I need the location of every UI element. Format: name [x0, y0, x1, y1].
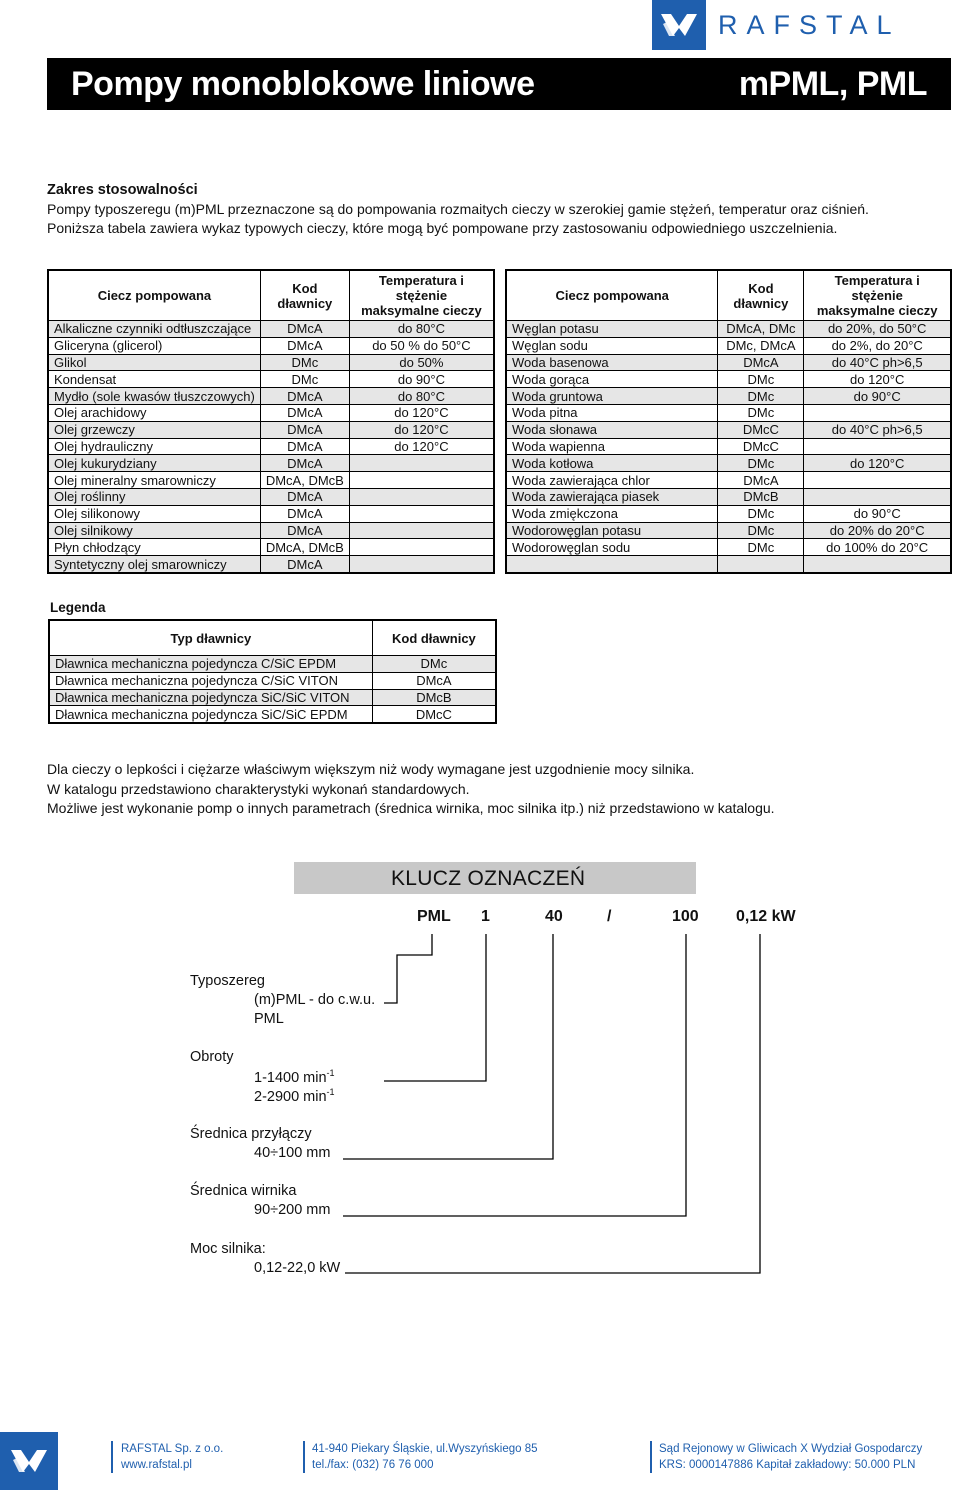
table-cell: Woda kotłowa	[507, 455, 718, 472]
table-cell: do 120°C	[804, 455, 951, 472]
header-temperature: Temperatura i stężenie maksymalne cieczy	[804, 271, 951, 321]
table-cell: do 80°C	[349, 388, 493, 405]
footer-website-link[interactable]: www.rafstal.pl	[121, 1459, 192, 1471]
table-cell: do 120°C	[349, 404, 493, 421]
table-cell: Olej kukurydziany	[49, 455, 261, 472]
table-cell: do 40°C ph>6,5	[804, 354, 951, 371]
table-cell: DMc, DMcA	[718, 337, 804, 354]
table-cell: Olej mineralny smarowniczy	[49, 472, 261, 489]
footer-company: RAFSTAL Sp. z o.o. www.rafstal.pl	[121, 1443, 224, 1471]
table-cell: do 120°C	[349, 421, 493, 438]
key-code-connection: 40	[545, 908, 563, 925]
table-cell: DMcA, DMcB	[260, 472, 349, 489]
table-cell: do 100% do 20°C	[804, 539, 951, 556]
key-value: 1-1400 $\min^{-1}$	[254, 1068, 335, 1086]
table-cell: do 20% do 20°C	[804, 522, 951, 539]
table-cell: Kondensat	[49, 371, 261, 388]
key-code-series: PML	[417, 908, 451, 925]
page-title: Pompy monoblokowe liniowe	[71, 65, 535, 103]
table-cell: do 80°C	[349, 321, 493, 338]
table-cell: DMc	[718, 522, 804, 539]
table-cell: Woda pitna	[507, 404, 718, 421]
table-cell: DMc	[718, 539, 804, 556]
table-cell: Wodorowęglan sodu	[507, 539, 718, 556]
table-cell: Woda zmiękczona	[507, 505, 718, 522]
key-label-connection: Średnica przyłączy	[190, 1126, 312, 1142]
key-value: 2-2900 $\min^{-1}$	[254, 1087, 335, 1105]
table-cell: Olej grzewczy	[49, 421, 261, 438]
note-line: Możliwe jest wykonanie pomp o innych parametrach (średnica wirnika, moc silnika itp.) niż przedstawiono w katalogu.	[47, 800, 775, 816]
table-cell: do 50 % do 50°C	[349, 337, 493, 354]
table-cell: Woda gruntowa	[507, 388, 718, 405]
table-cell: Woda słonawa	[507, 421, 718, 438]
table-cell: do 90°C	[349, 371, 493, 388]
table-cell: Dławnica mechaniczna pojedyncza SiC/SiC VITON	[50, 689, 373, 706]
table-cell: DMcA	[260, 404, 349, 421]
table-cell: DMcA	[260, 455, 349, 472]
key-label-power: Moc silnika:	[190, 1241, 266, 1257]
table-cell: DMc	[260, 371, 349, 388]
table-cell: DMc	[718, 371, 804, 388]
table-cell: DMcA	[260, 522, 349, 539]
key-code-speed: 1	[481, 908, 490, 925]
legend-header-type: Typ dławnicy	[50, 621, 373, 656]
header-code: Kod dławnicy	[718, 271, 804, 321]
table-cell: DMc	[718, 388, 804, 405]
table-cell: Płyn chłodzący	[49, 539, 261, 556]
table-cell: DMc	[260, 354, 349, 371]
table-cell: DMcA	[260, 505, 349, 522]
key-value: 90÷200 mm	[254, 1202, 331, 1218]
table-cell: Woda wapienna	[507, 438, 718, 455]
table-cell: Olej arachidowy	[49, 404, 261, 421]
footer-divider	[303, 1441, 305, 1473]
key-label-impeller: Średnica wirnika	[190, 1183, 297, 1199]
table-cell: DMcA	[260, 337, 349, 354]
table-cell: Woda zawierająca piasek	[507, 488, 718, 505]
header-code: Kod dławnicy	[260, 271, 349, 321]
table-cell: DMcA, DMcB	[260, 539, 349, 556]
key-title: KLUCZ OZNACZEŃ	[391, 867, 586, 890]
table-cell: DMcA	[260, 556, 349, 573]
table-cell: DMcA	[260, 321, 349, 338]
table-cell: DMcC	[718, 421, 804, 438]
table-cell: Olej silikonowy	[49, 505, 261, 522]
table-cell: Dławnica mechaniczna pojedyncza C/SiC VITON	[50, 672, 373, 689]
table-cell: Alkaliczne czynniki odtłuszczające	[49, 321, 261, 338]
table-cell: DMcA	[372, 672, 495, 689]
table-cell: DMcA, DMc	[718, 321, 804, 338]
header-liquid: Ciecz pompowana	[507, 271, 718, 321]
key-label-speed: Obroty	[190, 1049, 234, 1065]
note-line: Dla cieczy o lepkości i ciężarze właściwym większym niż wody wymagane jest uzgodnienie mocy silnika.	[47, 761, 695, 777]
key-value: PML	[254, 1011, 284, 1027]
table-cell: do 120°C	[804, 371, 951, 388]
brand-name: RAFSTAL	[718, 9, 901, 40]
table-cell: DMcA	[718, 472, 804, 489]
table-cell: do 40°C ph>6,5	[804, 421, 951, 438]
table-cell: DMcA	[260, 438, 349, 455]
legend-title: Legenda	[50, 600, 106, 615]
table-cell: Węglan potasu	[507, 321, 718, 338]
key-value: 40÷100 mm	[254, 1145, 331, 1161]
intro-heading: Zakres stosowalności	[47, 182, 198, 198]
footer-divider	[111, 1441, 113, 1473]
table-cell: DMc	[718, 505, 804, 522]
footer-address: 41-940 Piekary Śląskie, ul.Wyszyńskiego 85 tel./fax: (032) 76 76 000	[312, 1443, 538, 1471]
table-cell: Gliceryna (glicerol)	[49, 337, 261, 354]
table-cell: do 120°C	[349, 438, 493, 455]
header-liquid: Ciecz pompowana	[49, 271, 261, 321]
table-cell: Syntetyczny olej smarowniczy	[49, 556, 261, 573]
table-cell: Dławnica mechaniczna pojedyncza C/SiC EPDM	[50, 656, 373, 673]
table-cell: do 20%, do 50°C	[804, 321, 951, 338]
header-temperature: Temperatura i stężenie maksymalne cieczy	[349, 271, 493, 321]
table-cell: Woda gorąca	[507, 371, 718, 388]
key-label-series: Typoszereg	[190, 973, 265, 989]
table-cell: Olej silnikowy	[49, 522, 261, 539]
key-code-impeller: 100	[672, 908, 699, 925]
table-cell: DMcC	[718, 438, 804, 455]
table-cell: DMc	[372, 656, 495, 673]
intro-line-1: Pompy typoszeregu (m)PML przeznaczone są do pompowania rozmaitych cieczy w szerokiej gamie stężeń, temperatur oraz ciśnień.	[47, 201, 869, 217]
key-value: (m)PML - do c.w.u.	[254, 992, 376, 1008]
legend-header-code: Kod dławnicy	[372, 621, 495, 656]
table-cell: DMcB	[718, 488, 804, 505]
table-cell: DMcA	[260, 488, 349, 505]
table-cell: DMcC	[372, 706, 495, 723]
table-cell: DMc	[718, 455, 804, 472]
table-cell: Wodorowęglan potasu	[507, 522, 718, 539]
table-cell: Olej roślinny	[49, 488, 261, 505]
table-cell: DMcA	[260, 388, 349, 405]
table-cell: do 2%, do 20°C	[804, 337, 951, 354]
table-cell: Olej hydrauliczny	[49, 438, 261, 455]
table-cell: Glikol	[49, 354, 261, 371]
table-cell: DMc	[718, 404, 804, 421]
table-cell: Węglan sodu	[507, 337, 718, 354]
key-value: 0,12-22,0 kW	[254, 1260, 341, 1276]
table-cell: do 50%	[349, 354, 493, 371]
note-line: W katalogu przedstawiono charakterystyki wykonań standardowych.	[47, 780, 470, 797]
table-cell: do 90°C	[804, 505, 951, 522]
table-cell: Mydło (sole kwasów tłuszczowych)	[49, 388, 261, 405]
table-cell: do 90°C	[804, 388, 951, 405]
table-cell: DMcB	[372, 689, 495, 706]
key-code-slash: /	[607, 908, 612, 925]
rafstal-logo-icon	[0, 1432, 58, 1490]
key-code-power: 0,12 kW	[736, 908, 796, 925]
model-title: mPML, PML	[738, 65, 927, 103]
table-cell: Woda zawierająca chlor	[507, 472, 718, 489]
footer-registry: Sąd Rejonowy w Gliwicach X Wydział Gospodarczy KRS: 0000147886 Kapitał zakładowy: 50.000 PLN	[659, 1443, 923, 1471]
intro-line-2: Poniższa tabela zawiera wykaz typowych cieczy, które mogą być pompowane przy zastosowaniu odpowiedniego uszczelnienia.	[47, 220, 838, 236]
table-cell: Dławnica mechaniczna pojedyncza SiC/SiC EPDM	[50, 706, 373, 723]
footer-divider	[650, 1441, 652, 1473]
table-cell: DMcA	[260, 421, 349, 438]
table-cell: DMcA	[718, 354, 804, 371]
table-cell: Woda basenowa	[507, 354, 718, 371]
